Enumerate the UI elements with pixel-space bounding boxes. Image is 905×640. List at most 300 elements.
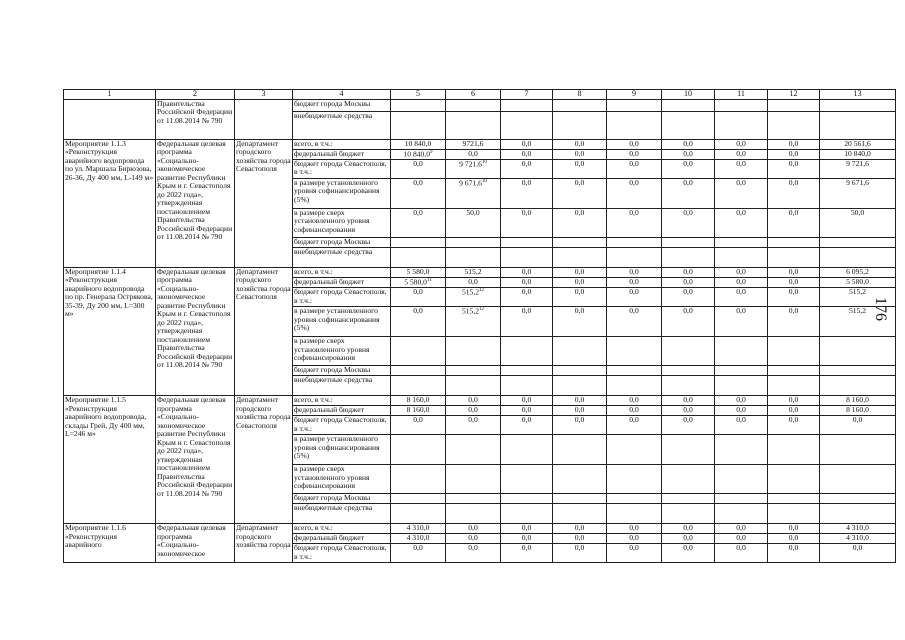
- value-cell: [768, 465, 820, 494]
- column-header: 4: [293, 90, 391, 100]
- value-cell: [553, 111, 607, 139]
- value-cell: [662, 406, 715, 416]
- value: 0,0: [574, 267, 585, 276]
- value-cell: [607, 111, 662, 139]
- value: 0,0: [629, 149, 639, 158]
- budget-source: федеральный бюджет: [293, 406, 391, 416]
- value: 0,0: [574, 533, 585, 543]
- value-cell: [820, 544, 896, 563]
- value-cell: [553, 416, 607, 435]
- value-cell: [446, 267, 501, 277]
- value-cell: [820, 237, 896, 247]
- value-cell: [820, 208, 896, 237]
- value-cell: [501, 366, 553, 376]
- value-cell: [607, 208, 662, 237]
- budget-source: бюджет города Москвы: [293, 99, 391, 111]
- value-cell: [662, 307, 715, 337]
- value: 5 580,0: [406, 267, 430, 276]
- value: 0,0: [413, 178, 423, 187]
- value-cell: [820, 465, 896, 494]
- column-header: 3: [235, 90, 293, 100]
- budget-source: внебюджетные средства: [293, 247, 391, 267]
- column-header: 9: [607, 90, 662, 100]
- program-name: Правительства Российской Федерации от 11.08.2014 № 790: [156, 99, 235, 139]
- value-cell: [501, 267, 553, 277]
- value-cell: [715, 416, 768, 435]
- value: 0,0: [736, 178, 746, 187]
- value-cell: [501, 406, 553, 416]
- value-cell: [446, 237, 501, 247]
- budget-source: всего, в т.ч.:: [293, 139, 391, 149]
- value-cell: [446, 524, 501, 534]
- value: 50,0: [466, 208, 480, 217]
- value-cell: [391, 465, 446, 494]
- value-cell: [768, 337, 820, 366]
- value: 0,0: [629, 415, 639, 425]
- value-cell: [501, 99, 553, 111]
- value: 0,0: [736, 208, 746, 217]
- value-cell: [607, 435, 662, 465]
- value-cell: [391, 406, 446, 416]
- value: 0,0: [788, 267, 799, 276]
- value-cell: [768, 139, 820, 149]
- value-cell: [715, 267, 768, 277]
- value-cell: [715, 524, 768, 534]
- value: 0,0: [683, 533, 693, 543]
- value: 0,0: [629, 159, 639, 168]
- value: 0,0: [683, 277, 693, 286]
- value-cell: [607, 149, 662, 159]
- value-cell: [820, 406, 896, 416]
- value-cell: [820, 111, 896, 139]
- value-cell: [501, 237, 553, 247]
- value: 0,0: [521, 523, 532, 533]
- value-cell: [715, 159, 768, 178]
- value: 0,0: [574, 139, 585, 148]
- value: 0,0: [629, 405, 639, 415]
- value-cell: [662, 149, 715, 159]
- value-cell: [391, 396, 446, 406]
- value-cell: [501, 376, 553, 396]
- value-cell: [501, 494, 553, 504]
- value-cell: [768, 178, 820, 208]
- value-cell: [768, 406, 820, 416]
- budget-source: в размере сверх установленного уровня софинансирования: [293, 208, 391, 237]
- value-cell: [662, 288, 715, 307]
- column-header: 2: [156, 90, 235, 100]
- budget-source: бюджет города Москвы: [293, 237, 391, 247]
- value-cell: [553, 376, 607, 396]
- value: 0,0: [521, 306, 532, 316]
- value-cell: [820, 524, 896, 534]
- footnote-ref: 12: [479, 288, 485, 294]
- value: 0,0: [683, 543, 693, 553]
- value-cell: [553, 99, 607, 111]
- program-name: Федеральная целевая программа «Социально-экономическое развитие Республики Крым и г. Севастополя до 2022 года», утвержденная постановлением Правительства Российской Федерации от 11.08.2014 № 790: [156, 396, 235, 524]
- column-header: 8: [553, 90, 607, 100]
- value-cell: [501, 544, 553, 563]
- value-cell: [662, 247, 715, 267]
- value-cell: [662, 494, 715, 504]
- value-cell: [391, 267, 446, 277]
- value: 0,0: [736, 159, 746, 168]
- value: 0,0: [788, 405, 799, 415]
- value: 0,0: [629, 139, 639, 148]
- value-cell: [662, 435, 715, 465]
- value-cell: [391, 435, 446, 465]
- value-cell: [553, 396, 607, 406]
- value-cell: [715, 465, 768, 494]
- value-cell: [768, 534, 820, 544]
- value-cell: [391, 208, 446, 237]
- value: 0,0: [629, 533, 639, 543]
- value: 0,0: [521, 543, 532, 553]
- value: 0,0: [574, 208, 585, 217]
- value: 0,0: [413, 543, 423, 553]
- value-cell: [768, 544, 820, 563]
- value: 0,0: [736, 287, 746, 297]
- measure-title: Мероприятие 1.1.4 «Реконструкция аварийного водопровода по пр. Генерала Острякова, 35-39, Ду 200 мм, L=300 м»: [64, 267, 156, 395]
- value-cell: [607, 504, 662, 524]
- value-cell: [715, 139, 768, 149]
- value-cell: [715, 494, 768, 504]
- value-cell: [607, 544, 662, 563]
- footnote-ref: 11: [426, 277, 432, 283]
- value-cell: [715, 406, 768, 416]
- value: 0,0: [683, 178, 693, 187]
- table-row: [64, 99, 896, 111]
- value: 0,0: [788, 543, 799, 553]
- value-cell: [607, 267, 662, 277]
- value-cell: [553, 208, 607, 237]
- measure-title: Мероприятие 1.1.5 «Реконструкция аварийного водопровода, склады Грей, Ду 400 мм, L=246 м»: [64, 396, 156, 524]
- budget-source: бюджет города Севастополя, в т.ч.:: [293, 288, 391, 307]
- value: 9 671,6: [459, 178, 482, 188]
- value-cell: [820, 366, 896, 376]
- value-cell: [715, 277, 768, 287]
- value: 10 840,0: [844, 149, 871, 158]
- value-cell: [391, 366, 446, 376]
- value-cell: [446, 288, 501, 307]
- value: 0,0: [736, 395, 746, 405]
- value: 0,0: [736, 267, 746, 276]
- value-cell: [662, 267, 715, 277]
- value-cell: [768, 435, 820, 465]
- value: 0,0: [521, 277, 532, 286]
- value-cell: [446, 159, 501, 178]
- value-cell: [607, 288, 662, 307]
- value-cell: [820, 416, 896, 435]
- value: 4 310,0: [406, 523, 430, 533]
- value: 4 310,0: [846, 533, 869, 543]
- value: 0,0: [736, 543, 746, 553]
- value-cell: [768, 494, 820, 504]
- table-row: [64, 267, 896, 277]
- value: 0,0: [736, 415, 746, 425]
- budget-table: [63, 89, 896, 563]
- value: 0,0: [736, 405, 746, 415]
- value-cell: [607, 406, 662, 416]
- value: 0,0: [468, 523, 478, 533]
- value-cell: [446, 99, 501, 111]
- value: 0,0: [788, 139, 799, 148]
- value-cell: [715, 396, 768, 406]
- value: 9 671,6: [846, 178, 869, 187]
- value-cell: [553, 267, 607, 277]
- value-cell: [662, 237, 715, 247]
- column-header: 7: [501, 90, 553, 100]
- value: 10 840,0: [404, 139, 432, 148]
- value: 0,0: [629, 267, 639, 276]
- value: 0,0: [521, 159, 532, 168]
- footnote-ref: 10: [481, 178, 487, 184]
- value: 9 721,6: [459, 159, 482, 169]
- value-cell: [715, 237, 768, 247]
- budget-source: в размере сверх установленного уровня софинансирования: [293, 465, 391, 494]
- value-cell: [446, 247, 501, 267]
- table-row: [64, 139, 896, 149]
- value-cell: [607, 534, 662, 544]
- value: 515,2: [461, 287, 480, 297]
- value-cell: [553, 366, 607, 376]
- value: 0,0: [629, 395, 639, 405]
- value: 5 580,0: [846, 277, 869, 286]
- value-cell: [768, 277, 820, 287]
- value: 0,0: [574, 277, 585, 286]
- value-cell: [553, 406, 607, 416]
- value-cell: [662, 524, 715, 534]
- value-cell: [501, 307, 553, 337]
- budget-source: всего, в т.ч.:: [293, 524, 391, 534]
- value-cell: [553, 435, 607, 465]
- value: 6 095,2: [846, 267, 869, 276]
- value: 0,0: [521, 287, 532, 297]
- value-cell: [391, 504, 446, 524]
- value-cell: [715, 178, 768, 208]
- value-cell: [446, 307, 501, 337]
- value-cell: [501, 149, 553, 159]
- value: 0,0: [468, 405, 478, 415]
- column-header: 10: [662, 90, 715, 100]
- program-name: Федеральная целевая программа «Социально-экономическое развитие Республики Крым и г. Севастополя до 2022 года», утвержденная постановлением Правительства Российской Федерации от 11.08.2014 № 790: [156, 139, 235, 267]
- value: 0,0: [683, 139, 693, 148]
- value-cell: [446, 178, 501, 208]
- value-cell: [391, 307, 446, 337]
- value-cell: [553, 237, 607, 247]
- value-cell: [553, 504, 607, 524]
- value-cell: [391, 111, 446, 139]
- value: 0,0: [521, 395, 532, 405]
- value-cell: [820, 139, 896, 149]
- value-cell: [607, 247, 662, 267]
- value-cell: [553, 277, 607, 287]
- value-cell: [715, 247, 768, 267]
- value: 0,0: [574, 149, 585, 158]
- value: 0,0: [468, 277, 478, 286]
- value: 515,2: [848, 306, 867, 316]
- value-cell: [768, 159, 820, 178]
- value-cell: [820, 277, 896, 287]
- value-cell: [820, 247, 896, 267]
- value-cell: [501, 111, 553, 139]
- value-cell: [607, 337, 662, 366]
- value-cell: [820, 396, 896, 406]
- value: 8 160,0: [846, 405, 869, 415]
- table-row: [64, 524, 896, 534]
- value: 0,0: [629, 208, 639, 217]
- value-cell: [501, 277, 553, 287]
- value: 0,0: [788, 277, 799, 286]
- value-cell: [607, 366, 662, 376]
- value-cell: [446, 366, 501, 376]
- value-cell: [662, 277, 715, 287]
- value: 0,0: [683, 395, 693, 405]
- value: 0,0: [683, 306, 693, 316]
- measure-title: [64, 99, 156, 139]
- value-cell: [391, 288, 446, 307]
- value: 0,0: [468, 415, 478, 425]
- value-cell: [391, 337, 446, 366]
- value-cell: [553, 544, 607, 563]
- budget-source: федеральный бюджет: [293, 277, 391, 287]
- value-cell: [662, 416, 715, 435]
- value-cell: [820, 159, 896, 178]
- value-cell: [768, 366, 820, 376]
- value: 0,0: [683, 415, 693, 425]
- value-cell: [501, 435, 553, 465]
- header-row: [64, 90, 896, 100]
- value-cell: [553, 247, 607, 267]
- value-cell: [607, 307, 662, 337]
- budget-source: внебюджетные средства: [293, 376, 391, 396]
- value-cell: [820, 494, 896, 504]
- value: 0,0: [852, 543, 863, 553]
- value-cell: [553, 494, 607, 504]
- value-cell: [662, 534, 715, 544]
- value-cell: [391, 416, 446, 435]
- value: 0,0: [574, 306, 585, 316]
- value-cell: [662, 376, 715, 396]
- value-cell: [662, 99, 715, 111]
- value-cell: [768, 237, 820, 247]
- value: 0,0: [574, 159, 585, 168]
- value: 0,0: [736, 149, 746, 158]
- value: 0,0: [629, 543, 639, 553]
- value: 10 840,0: [403, 149, 431, 159]
- value-cell: [768, 288, 820, 307]
- value: 0,0: [468, 149, 478, 158]
- value-cell: [446, 111, 501, 139]
- value-cell: [446, 494, 501, 504]
- value: 0,0: [683, 149, 693, 158]
- value-cell: [446, 465, 501, 494]
- value-cell: [662, 396, 715, 406]
- value-cell: [446, 544, 501, 563]
- department: Департамент городского хозяйства города Севастополя: [235, 396, 293, 524]
- value-cell: [768, 247, 820, 267]
- value-cell: [553, 178, 607, 208]
- value-cell: [607, 376, 662, 396]
- value-cell: [501, 416, 553, 435]
- value: 0,0: [629, 178, 639, 187]
- value: 9 721,6: [846, 159, 869, 168]
- value-cell: [446, 376, 501, 396]
- value-cell: [501, 504, 553, 524]
- column-header: 1: [64, 90, 156, 100]
- value: 0,0: [574, 415, 585, 425]
- value-cell: [715, 99, 768, 111]
- value-cell: [607, 178, 662, 208]
- value: 0,0: [521, 178, 532, 187]
- value-cell: [501, 139, 553, 149]
- value-cell: [662, 544, 715, 563]
- value-cell: [391, 494, 446, 504]
- value-cell: [553, 139, 607, 149]
- value-cell: [715, 544, 768, 563]
- budget-source: бюджет города Севастополя, в т.ч.:: [293, 544, 391, 563]
- value-cell: [768, 307, 820, 337]
- value-cell: [391, 376, 446, 396]
- value: 0,0: [629, 287, 639, 297]
- value: 0,0: [788, 149, 799, 158]
- department: [235, 99, 293, 139]
- value-cell: [768, 99, 820, 111]
- value-cell: [501, 534, 553, 544]
- value-cell: [446, 416, 501, 435]
- value: 0,0: [413, 159, 423, 168]
- value: 0,0: [468, 533, 478, 543]
- budget-source: бюджет города Москвы: [293, 366, 391, 376]
- value: 515,2: [464, 267, 482, 276]
- value-cell: [820, 376, 896, 396]
- value: 0,0: [683, 159, 693, 168]
- value: 0,0: [629, 306, 639, 316]
- value-cell: [768, 376, 820, 396]
- budget-source: всего, в т.ч.:: [293, 396, 391, 406]
- value-cell: [501, 465, 553, 494]
- value-cell: [553, 159, 607, 178]
- value-cell: [768, 267, 820, 277]
- value: 0,0: [574, 523, 585, 533]
- value-cell: [820, 99, 896, 111]
- value: 0,0: [521, 405, 532, 415]
- value-cell: [662, 178, 715, 208]
- column-header: 13: [820, 90, 896, 100]
- value-cell: [607, 159, 662, 178]
- value: 0,0: [683, 267, 693, 276]
- value-cell: [820, 435, 896, 465]
- value: 0,0: [413, 415, 423, 425]
- value: 0,0: [521, 149, 532, 158]
- value: 0,0: [788, 415, 799, 425]
- budget-source: федеральный бюджет: [293, 149, 391, 159]
- value-cell: [446, 208, 501, 237]
- table-row: [64, 396, 896, 406]
- value-cell: [715, 307, 768, 337]
- value-cell: [715, 111, 768, 139]
- measure-title: Мероприятие 1.1.6 «Реконструкция аварийного: [64, 524, 156, 563]
- value-cell: [607, 494, 662, 504]
- value: 0,0: [683, 405, 693, 415]
- value-cell: [715, 208, 768, 237]
- budget-source: всего, в т.ч.:: [293, 267, 391, 277]
- value-cell: [446, 149, 501, 159]
- value-cell: [715, 504, 768, 524]
- value-cell: [391, 534, 446, 544]
- department: Департамент городского хозяйства города Севастополя: [235, 267, 293, 395]
- value: 0,0: [683, 523, 693, 533]
- value: 0,0: [413, 306, 423, 316]
